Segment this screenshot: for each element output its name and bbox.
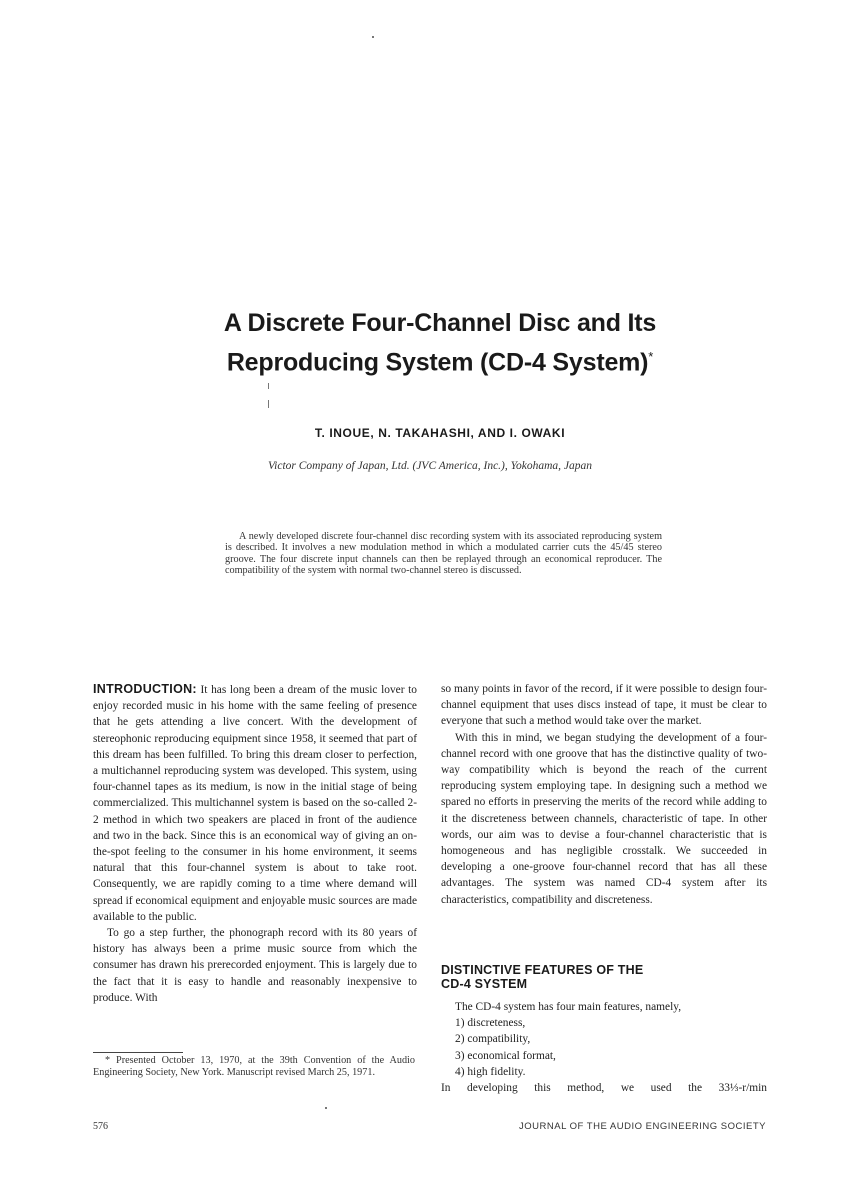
right-paragraph-2: With this in mind, we began studying the development of a four-channel record with one groove that has the distinctive quality of two-way compatibility which is beyond the reach of the current reproducing system employing tape. In designing such a method we spared no efforts in preserving the merits of the record while adding to it the discreteness between channels, characteristic of tape. In other words, our aim was to devise a four-channel characteristic that is homogeneous and has negligible crosstalk. We succeeded in developing a one-groove four-channel record that has all these advantages. The system was named CD-4 system after its characteristics, compatibility and discreteness. <box>441 731 767 906</box>
section-continuation: In developing this method, we used the 33⅓-r/min <box>441 1082 767 1095</box>
title-footnote-marker: * <box>648 349 654 364</box>
section-heading-line-1: DISTINCTIVE FEATURES OF THE <box>441 963 644 977</box>
title-line-2 <box>150 340 730 379</box>
title-line-1: A Discrete Four-Channel Disc and Its <box>223 309 657 337</box>
author-list: T. INOUE, N. TAKAHASHI, AND I. OWAKI <box>314 426 566 440</box>
intro-paragraph-1 <box>93 681 417 925</box>
scan-speck <box>325 1107 327 1109</box>
journal-name: JOURNAL OF THE AUDIO ENGINEERING SOCIETY <box>519 1121 766 1132</box>
paper-title <box>150 306 730 379</box>
right-paragraph-1: so many points in favor of the record, if it were possible to design four-channel equipment that uses discs instead of tape, it must be clear to everyone that such a method would take over the market. <box>441 683 767 728</box>
features-intro: The CD-4 system has four main features, namely, <box>455 1001 682 1013</box>
intro-paragraph-1-text: It has long been a dream of the music lover to enjoy recorded music in his home with the same feeling of presence that he gets attending a live concert. With the development of stereophonic reproducing equipment since 1958, it seemed that part of this dream has been fulfilled. To bring this dream closer to perfection, a multichannel reproducing system was developed. This system, using four-channel tapes as its medium, is now in the initial stage of being commercialized. This multichannel system is based on the so-called 2-2 method in which two speakers are placed in front of the audience and two in the back. Since this is an economical way of giving an on-the-spot feeling to the consumer in his home environment, it seems natural that this four-channel system is about to take root. Consequently, we are rapidly coming to a time where demand will spread if economical equipment and enjoyable music sources are made available to the public. <box>93 684 417 923</box>
feature-item: 2) compatibility, <box>455 1033 531 1046</box>
scan-speck <box>268 383 269 389</box>
footnote-rule <box>93 1052 183 1053</box>
section-heading-line-2: CD-4 SYSTEM <box>441 977 528 991</box>
scan-speck <box>268 400 269 408</box>
scan-speck <box>372 36 374 38</box>
footnote: * Presented October 13, 1970, at the 39th Convention of the Audio Engineering Society, New York. Manuscript revised March 25, 1971. <box>93 1055 415 1078</box>
abstract: A newly developed discrete four-channel disc recording system with its associated reproducing system is described. It involves a new modulation method in which a modulated carrier cuts the 45/45 stereo groove. The four discrete input channels can then be replayed through an economical reproducer. The compatibility of the system with normal two-channel stereo is discussed. <box>225 531 662 577</box>
right-column <box>441 681 767 908</box>
feature-item: 3) economical format, <box>455 1049 556 1062</box>
feature-item: 1) discreteness, <box>455 1017 526 1030</box>
section-heading <box>441 963 741 991</box>
title-line-2-text: Reproducing System (CD-4 System) <box>226 348 649 377</box>
affiliation: Victor Company of Japan, Ltd. (JVC America, Inc.), Yokohama, Japan <box>268 460 592 472</box>
page-number: 576 <box>93 1121 108 1132</box>
feature-item: 4) high fidelity. <box>455 1065 526 1078</box>
left-column <box>93 681 417 1006</box>
introduction-heading: INTRODUCTION: <box>93 682 197 696</box>
intro-paragraph-2: To go a step further, the phonograph record with its 80 years of history has always been a prime music source from which the consumer has drawn his prerecorded enjoyment. This is largely due to the fact that it is easy to handle and reasonably inexpensive to produce. With <box>93 927 417 1004</box>
features-block <box>441 999 767 1096</box>
